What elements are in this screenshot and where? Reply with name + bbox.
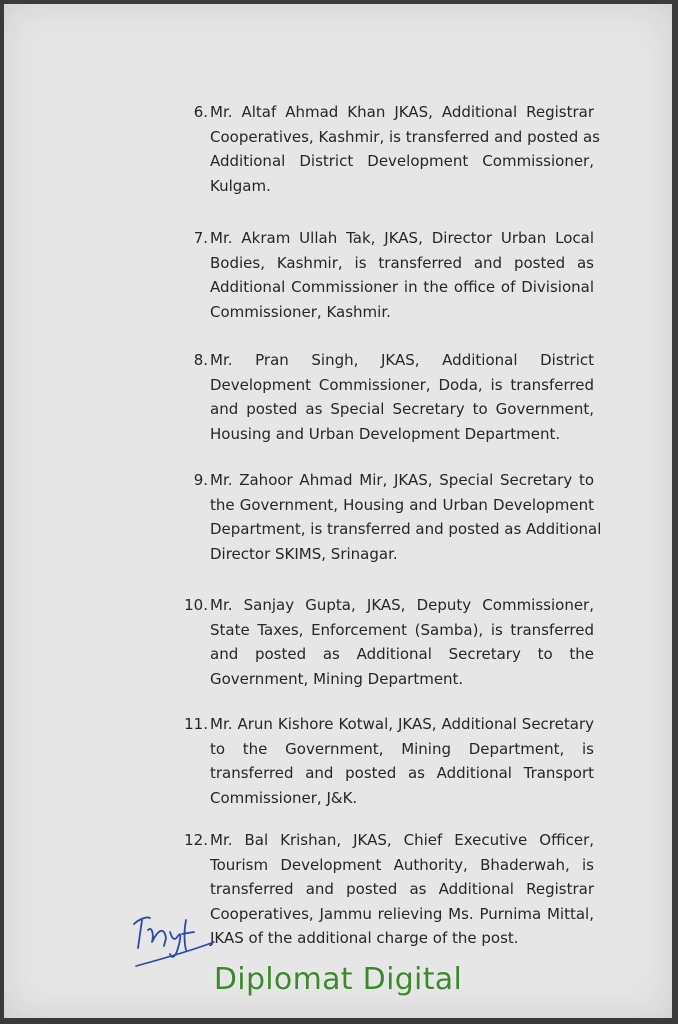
item-number: 12. <box>184 831 208 849</box>
item-line: Mr. Zahoor Ahmad Mir, JKAS, Special Secretary to <box>210 471 594 489</box>
item-line: JKAS of the additional charge of the post. <box>210 929 519 947</box>
item-text <box>210 593 594 691</box>
item-line: Tourism Development Authority, Bhaderwah, is <box>210 855 594 874</box>
item-text <box>210 828 594 951</box>
item-line: transferred and posted as Additional Registrar <box>210 880 594 898</box>
item-line: Mr. Sanjay Gupta, JKAS, Deputy Commissioner, <box>210 596 594 614</box>
item-number: 10. <box>184 596 208 614</box>
item-line: Mr. Arun Kishore Kotwal, JKAS, Additional Secretary <box>210 715 594 733</box>
item-line: Commissioner, J&K. <box>210 788 358 807</box>
item-line: Mr. Akram Ullah Tak, JKAS, Director Urban Local <box>210 229 594 247</box>
item-line: Additional Commissioner in the office of Divisional <box>210 278 594 296</box>
item-line: State Taxes, Enforcement (Samba), is transferred <box>210 620 594 639</box>
item-number: 6. <box>193 103 208 121</box>
item-line: Bodies, Kashmir, is transferred and posted as <box>210 253 594 272</box>
item-line: Government, Mining Department. <box>210 669 464 688</box>
item-text <box>210 468 602 566</box>
item-line: Housing and Urban Development Department. <box>210 424 561 443</box>
item-number: 9. <box>193 471 208 489</box>
item-line: Cooperatives, Jammu relieving Ms. Purnima Mittal, <box>210 904 594 923</box>
item-text <box>210 712 594 810</box>
watermark: Diplomat Digital <box>213 962 463 997</box>
item-text <box>210 348 594 446</box>
item-line: Development Commissioner, Doda, is transferred <box>210 375 594 394</box>
item-line: Kulgam. <box>210 176 271 195</box>
item-line: the Government, Housing and Urban Development <box>210 495 594 514</box>
item-line: Mr. Pran Singh, JKAS, Additional District <box>210 351 594 369</box>
item-line: transferred and posted as Additional Transport <box>210 764 594 782</box>
item-line: Commissioner, Kashmir. <box>210 302 391 321</box>
item-line: Director SKIMS, Srinagar. <box>210 544 398 563</box>
item-line: Cooperatives, Kashmir, is transferred and posted as <box>210 127 600 146</box>
item-line: Department, is transferred and posted as Additional <box>210 520 602 538</box>
item-line: Additional District Development Commissioner, <box>210 152 594 170</box>
item-text <box>210 100 600 198</box>
item-line: and posted as Special Secretary to Government, <box>210 400 594 418</box>
handwritten-signature <box>128 890 218 970</box>
item-text <box>210 226 594 324</box>
document-page <box>4 4 672 1018</box>
item-line: to the Government, Mining Department, is <box>210 739 594 758</box>
item-number: 7. <box>193 229 208 247</box>
item-line: and posted as Additional Secretary to the <box>210 645 594 663</box>
item-line: Mr. Bal Krishan, JKAS, Chief Executive Officer, <box>210 831 594 849</box>
item-number: 11. <box>184 715 208 733</box>
item-number: 8. <box>193 351 208 369</box>
item-line: Mr. Altaf Ahmad Khan JKAS, Additional Registrar <box>210 103 594 121</box>
